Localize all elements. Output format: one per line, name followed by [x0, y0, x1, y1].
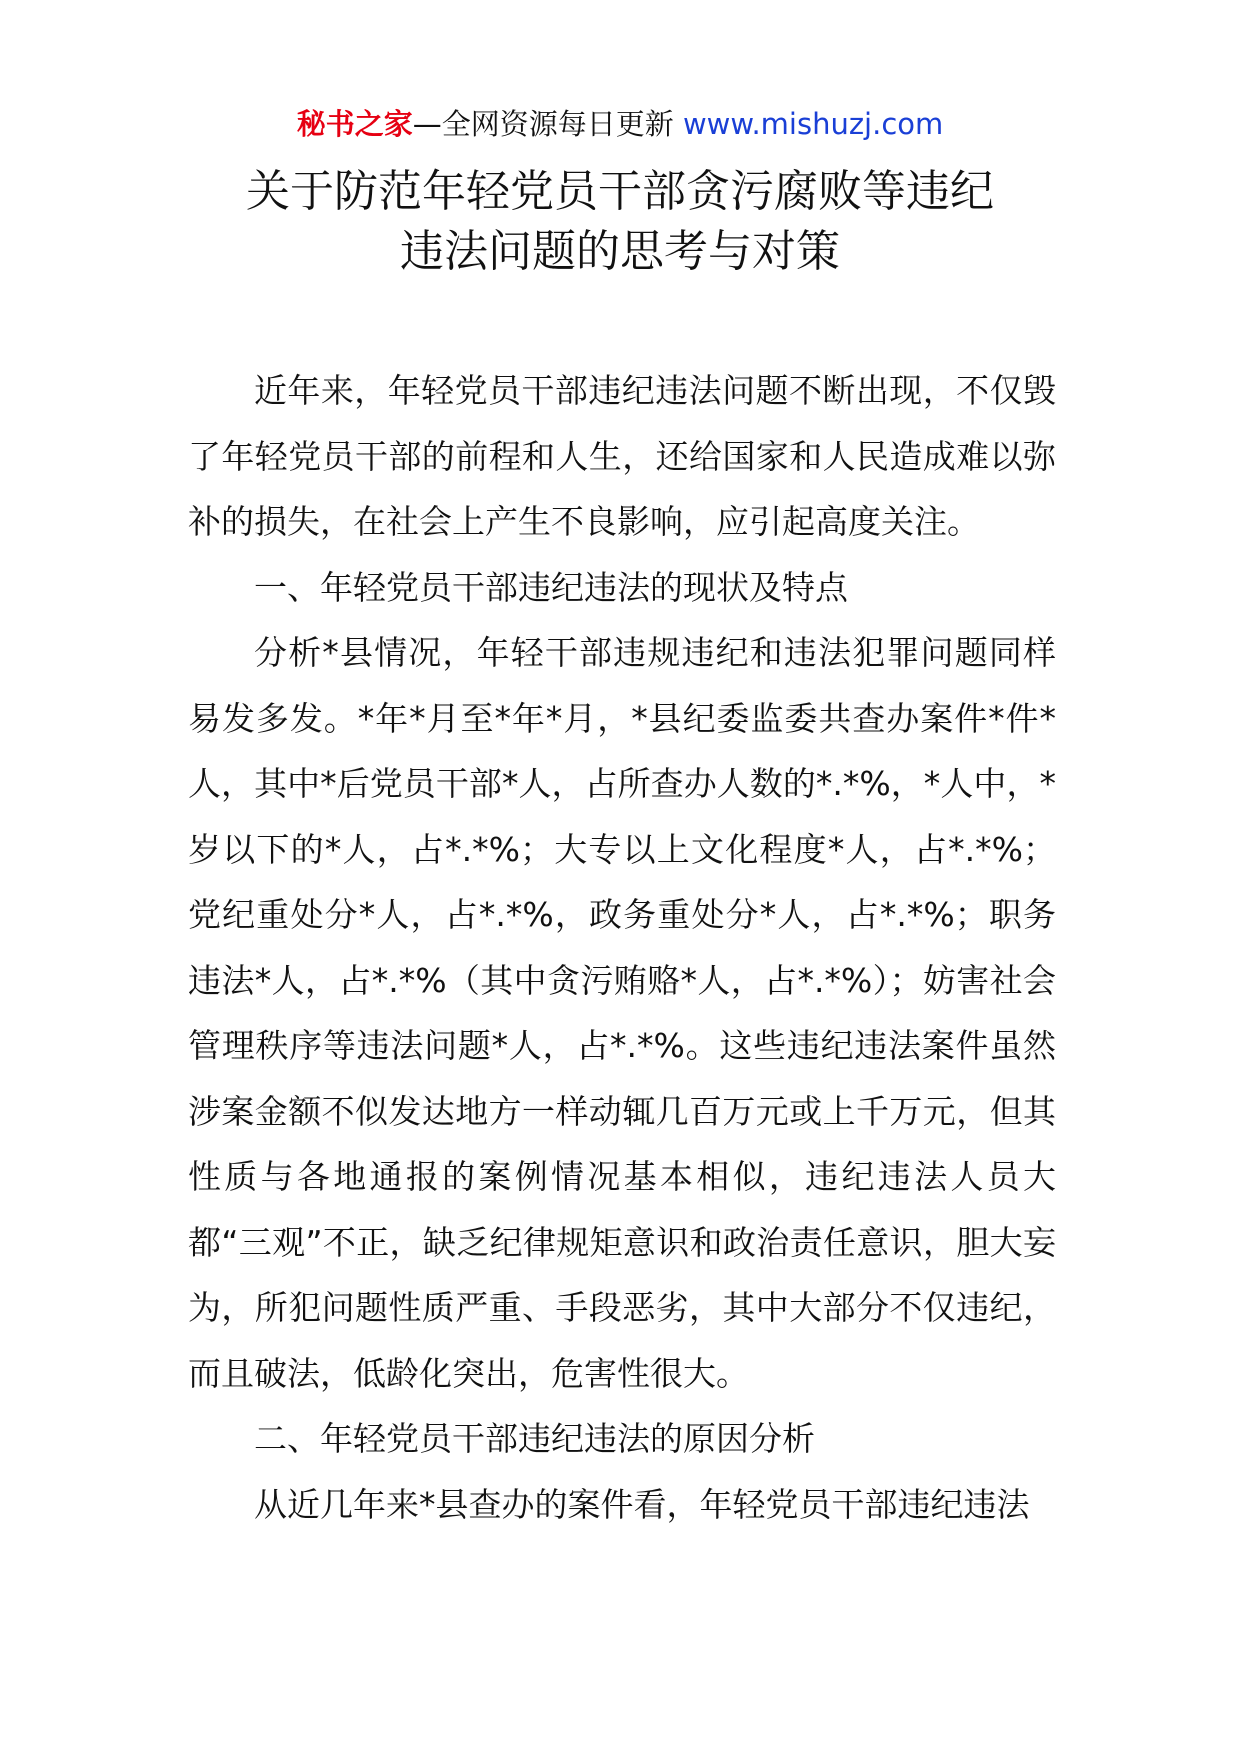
site-brand: 秘书之家: [296, 107, 413, 141]
section-2-paragraph: 从近几年来*县查办的案件看，年轻党员干部违纪违法: [254, 1484, 1030, 1524]
site-url-link[interactable]: www.mishuzj.com: [682, 107, 944, 141]
section-1-paragraph: 分析*县情况，年轻干部违规违纪和违法犯罪问题同样易发多发。*年*月至*年*月，*县纪委监委共查办案件*件*人，其中*后党员干部*人，占所查办人数的*.*%，*人中，*岁以下的*人，占*.*%；大专以上文化程度*人，占*.*%；党纪重处分*人，占*.*%，政务重处分*人，占*.*%；职务违法*人，占*.*%（其中贪污贿赂*人，占*.*%）；妨害社会管理秩序等违法问题*人，占*.*%。这些违纪违法案件虽然涉案金额不似发达地方一样动辄几百万元或上千万元，但其性质与各地通报的案例情况基本相似，违纪违法人员大都“三观”不正，缺乏纪律规矩意识和政治责任意识，胆大妄为，所犯问题性质严重、手段恶劣，其中大部分不仅违纪，而且破法，低龄化突出，危害性很大。: [188, 633, 1056, 1393]
section-2-heading: 二、年轻党员干部违纪违法的原因分析: [254, 1419, 815, 1458]
section-1-heading: 一、年轻党员干部违纪违法的现状及特点: [254, 567, 848, 607]
site-tagline: —全网资源每日更新: [412, 107, 683, 141]
document-body: [188, 358, 1056, 1537]
document-title: [0, 162, 1240, 282]
title-line-1: 关于防范年轻党员干部贪污腐败等违纪: [246, 166, 994, 217]
intro-paragraph: 近年来，年轻党员干部违纪违法问题不断出现，不仅毁了年轻党员干部的前程和人生，还给国家和人民造成难以弥补的损失，在社会上产生不良影响，应引起高度关注。: [188, 371, 1056, 541]
title-line-2: 违法问题的思考与对策: [400, 226, 840, 277]
site-header: [0, 104, 1240, 144]
